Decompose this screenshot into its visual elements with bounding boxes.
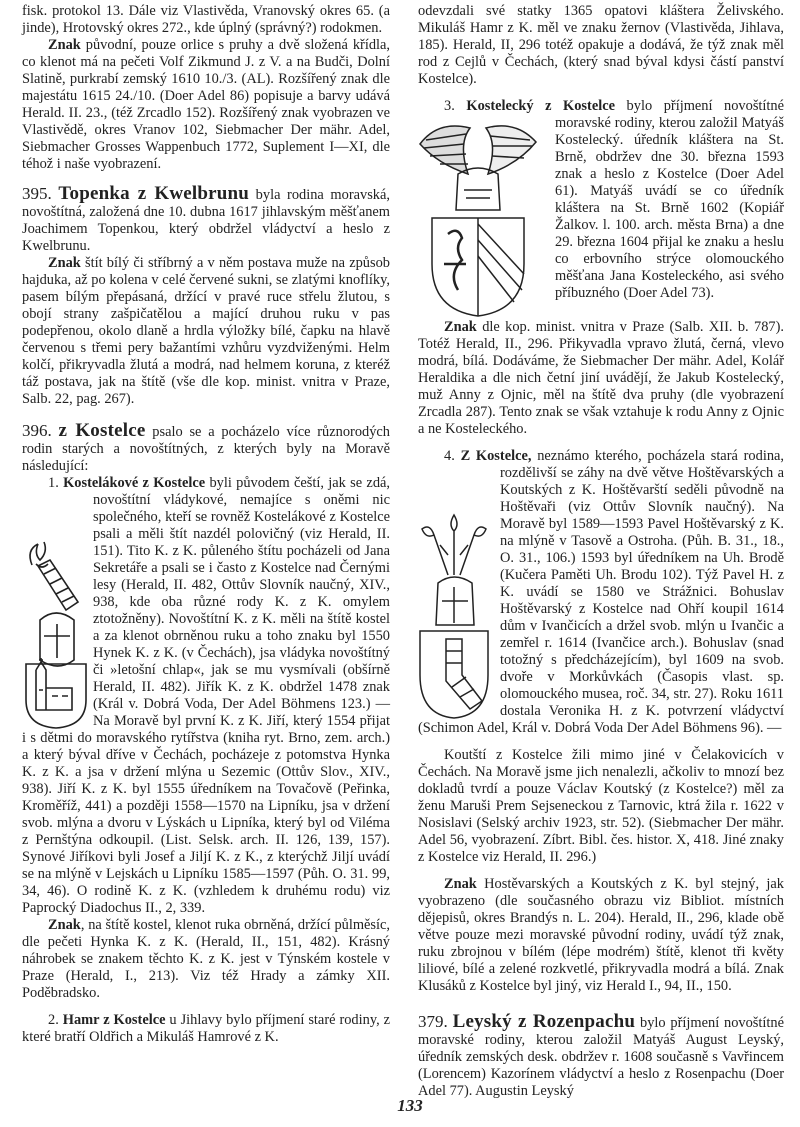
paragraph-text: , na štítě kostel, klenot ruka obrněná, držící půlměsíc, dle pečeti Hynka K. z K. (Herald, II., 151, 482). Krásný náhrobek se znakem těchto K. z K. jest v Týnském kostele v Praze (Herald, I., 213). Viz též Hrady a zámky XII. Poděbradsko. [22,917,390,1001]
paragraph-znak [418,319,784,438]
coat-of-arms-church-figure [22,492,93,730]
item-number: 1. [48,475,64,491]
paragraph: fisk. protokol 13. Dále viz Vlastivěda, Vranovský okres 65. (a jinde), Hrotovský okres 272., kde úplný (správný?) rodokmen. [22,3,390,36]
entry-text: byla rodina moravská, novoštítná, založená dne 10. dubna 1617 jihlavským měšťanem Joachimem Topenkou, který obdržel vládyctví a heslo z Kwelbrunu. [22,187,390,254]
item-text: byli původem čeští, jak se zdá, novoštítní vládykové, nemajíce s oněmi nic společného, kteří se rovněž Kostelákové z Kostelce psali a měli štít nazdél polovičný (viz Herald, II. 151). Tito K. z K. půleného štítu pocházeli od Jana Sekretáře a psali se i často z Kostelce nad Černými lesy (Herald, II. 482, Ottův Slovník naučný, XIV., 938, kde oba různé rody K. z K. omylem ztotožněny). Novoštítní K. z K. měli na štítě kostel a za klenot obrněnou ruku a toho znaku byl 1550 Hynek K. z K. (v Čechách), jsa vládyka novoštítný či »letošní chlap«, jak se mu vysmívali (obšírně Herald, II. 482). Jiřík K. z K. obdržel 1478 znak (Král v. Dobrá Voda, Der Adel Böhmens 123.) — Na Moravě byl první K. z K. Jiří, který 1554 přijat i s dětmi do moravského rytířstva (kniha ryt. Brno, zem. arch.) a který býval dříve v Čechách, pocházeje z potomstva Hynka K. z K. a jsa v držení mlýna u Sezemic (Ottův Slov., XIV., 938). Jiří K. z K. byl 1555 úředníkem na Tovačově (Peřinka, Kroměříž, 441) a později 1558—1570 na Lipníku, jsa v držení svob. mlýna a dvoru v Lýskách u Lipníka, který byl od Viléma z Pernštýna odkoupil. (List. Selsk. arch. II. 126, 139, 157). Synové Jiříkovi byli Josef a Jiljí K. z K., z kterýchž Jiljí uvádí se na mlýně v Lejskách u Lipníku 1585—1597 (Půh. O. 31. 99, 34, 46). O rodině K. z K. (vzhledem k druhému rodu) viz Paprocký Diadochus II., 2, 339. [22,475,391,916]
item-number: 4. [444,448,461,464]
bold-lead: Znak [444,876,477,892]
entry-title: Topenka z Kwelbrunu [58,183,250,204]
entry-396 [22,422,390,475]
entry-number: 396. [22,421,52,440]
entry-379 [418,1013,784,1100]
left-column [22,3,390,1046]
entry-title: z Kostelce [58,420,146,441]
paragraph-znak [418,876,784,995]
paragraph-znak [22,37,390,173]
entry-395 [22,185,390,255]
paragraph: odevzdali své statky 1365 opatovi kláštera Želivského. Mikuláš Hamr z K. měl ve znaku žernov (Vlastivěda, Jihlava, 185). Herald, II, 296 totéž opakuje a dodává, že týž znak měl rod z Cejlů v Čechách, (který snad býval kdysi částí panství Kostelce). [418,3,784,87]
paragraph-text: Hostěvarských a Koutských z K. byl stejný, jak vyobrazeno (dle současného obrazu viz Bibliot. místních dějepisů, okres Brandýs n. L. 204). Herald, II., 296, klade obě větve pouze mezi moravské původní rodiny, uvádí týž znak, ruku zbrojnou v bílém (lépe modrém) štítě, klenot tři květy liliové, bílé a zelené rozkvetlé, přikryvadla modrá a bílá. Znak Klusáků z Kostelce byl jiný, viz Herald I., 94, II., 150. [418,876,784,994]
entry-number: 379. [418,1012,448,1031]
helmet-arm-church-shield-icon [22,540,88,730]
item-2-text [22,1012,390,1046]
right-column [418,3,784,1100]
item-1 [22,475,390,917]
item-number: 3. [444,98,467,114]
item-3 [418,98,784,302]
bold-lead: Znak [48,37,81,53]
item-text: neznámo kterého, pocházela stará rodina, rozdělivší se záhy na dvě větve Hoštěvarských a Koutských z K. Hoštěvarští seděli původně na Hoštěvaři (viz Ottův Slovník naučný). Na Moravě byl 1589—1593 Pavel Hoštěvarský z K. na mlýně v Tasově a Ostroha. (Půh. B. 31., 18., O. 31., 106.) 1593 byl úředníkem na Uh. Brodě (Kučera Paměti Uh. Brodu 102). Týž Pavel H. z K. uvádí se 1580 ve Strážnici. Bohuslav Hoštěvarský z Kostelce nad Ohří koupil 1614 dům v Ivančicích a držel svob. mlýn u Ivančic a zemřel r. 1614 (Ivančice arch.). Bohuslav (snad totožný s předcházejícím), byl 1609 na svob. dvoře v Morkůvkách (Časopis vlast. sp. olomouckého musea, roč. 34, str. 27). Roku 1611 dostala Veronika H. z K. potvrzení vládyctví (Schimon Adel, Král v. Dobrá Voda Der Adel Böhmens 96). — [418,448,784,736]
paragraph-text: dle kop. minist. vnitra v Praze (Salb. XII. b. 787). Totéž Herald, II., 296. Přikyvadla vpravo žlutá, černá, vlevo modrá, bílá. Dodáváme, že Siebmacher Der mähr. Adel, Kolář Heraldika a dle nich četní jiní uvádějí, že Jakub Kostelecký, muž Anny z Ojnic, měl na štítě dva pruhy (dle vyobrazení Zrcadla 287). Tento znak se však vztahuje k rodu Anny z Ojnic a ne Kosteleckého. [418,319,784,437]
paragraph-text: štít bílý či stříbrný a v něm postava muže na způsob hajduka, až po kolena v celé červené sukni, se zlatými knoflíky, pasem bílým přepásaná, držící v pravé ruce střelu žlutou, s obojí strany zašpičatělou a mající druhou ruku v pas podepřenou, okolo dlaně a hrdla výložky bílé, čapku na hlavě červenou s třemi pery bažantími vzhůru vyzdviženými. Helm kolčí, přikryvadla žlutá a modrá, nad helmem koruna, z kteréž táž postava, jak na štítě (vše dle kop. minist. vnitra v Praze, Salb. 22, pag. 267). [22,255,390,407]
item-text: bylo příjmení novoštítné moravské rodiny, kterou založil Matyáš Kostelecký. úředník kláštera na St. Brně, obdržev dne 30. března 1593 znak a heslo z Kostelce (Doer Adel 61). Matyáš uvádí se co úředník kláštera na St. Brně 1602 (Kopiář Žalkov. l. 100. arch. města Brna) a dne 29. března 1604 přijal ke znaku a heslu co erbovního strýce olomouckého měšťana Jana Kosteleckého, asi svého příbuzného (Doer Adel 73). [555,98,784,301]
paragraph-koutsti: Koutští z Kostelce žili mimo jiné v Čelakovicích v Čechách. Na Moravě jsme jich nenalezli, ačkoliv to mnozí bez dokladů tvrdí a pouze Václav Koutský (z Kostelce?) měl za ženu Maruši Prem Sejseneckou z Tarnovic, ktrá žila r. 1622 v Nosislavi (Selský archiv 1923, str. 52). (Siebmacher Der mähr. Adel 56, vyobrazení. Zíbrt. Bibl. čes. histor. X, 418. Jiné znaky z Kostelce viz Herald, II. 296.) [418,747,784,865]
entry-text: psalo se a pocházelo více různorodých rodin starých a novoštítných, z kterých byly na Moravě následující: [22,424,390,474]
item-number: 2. [48,1012,63,1028]
bold-lead: Z Kostelce, [460,448,532,464]
entry-title: Leyský z Rozenpachu [452,1011,636,1032]
entry-number: 395. [22,184,52,203]
bold-lead: Znak [48,917,81,933]
helmet-lilies-arm-shield-icon [418,505,490,720]
coat-of-arms-wings-lion-figure [418,115,555,319]
bold-lead: Hamr z Kostelce [62,1012,166,1028]
entry-text: bylo příjmení novoštítné moravské rodiny, kterou založil Matyáš August Leyský, úředník zemských desk. obdržev r. 1608 současně s Vavřincem (Lorencem) Kazorínem vládyctví a heslo z Rosenpachu (Doer Adel 77). Augustin Leyský [418,1015,784,1099]
page-number: 133 [397,1096,423,1115]
item-text: u Jihlavy bylo příjmení staré rodiny, z které bratří Oldřich a Mikuláš Hamrové z K. [22,1012,391,1045]
paragraph-znak [22,255,390,408]
wings-helmet-lion-shield-icon [418,114,538,319]
bold-lead: Kostelákové z Kostelce [63,475,206,491]
bold-lead: Znak [444,319,477,335]
paragraph-znak [22,917,390,1002]
coat-of-arms-flowers-arm-figure [418,465,500,720]
item-4 [418,448,784,737]
bold-lead: Kostelecký z Kostelce [466,98,615,114]
bold-lead: Znak [48,255,81,271]
paragraph-text: původní, pouze orlice s pruhy a dvě složená křídla, co klenot má na pečeti Volf Zikmund J. z V. a na Budči, Dolní Slatině, purkrabí zemský 1610 10./3. (AL). Rozšířený znak dle majestátu 1615 24./10. (Doer Adel 86) popisuje a barvy udává Herald. II. 23., (též Zrcadlo 152). Rozšířený znak vyobrazen ve Vlastivědě, okres Vranov 102, Siebmacher Der mähr. Adel, Siebmacher Grosses Wappenbuch 1772, Suplement I—XI, dle téhož i naše vyobrazení. [22,37,390,172]
